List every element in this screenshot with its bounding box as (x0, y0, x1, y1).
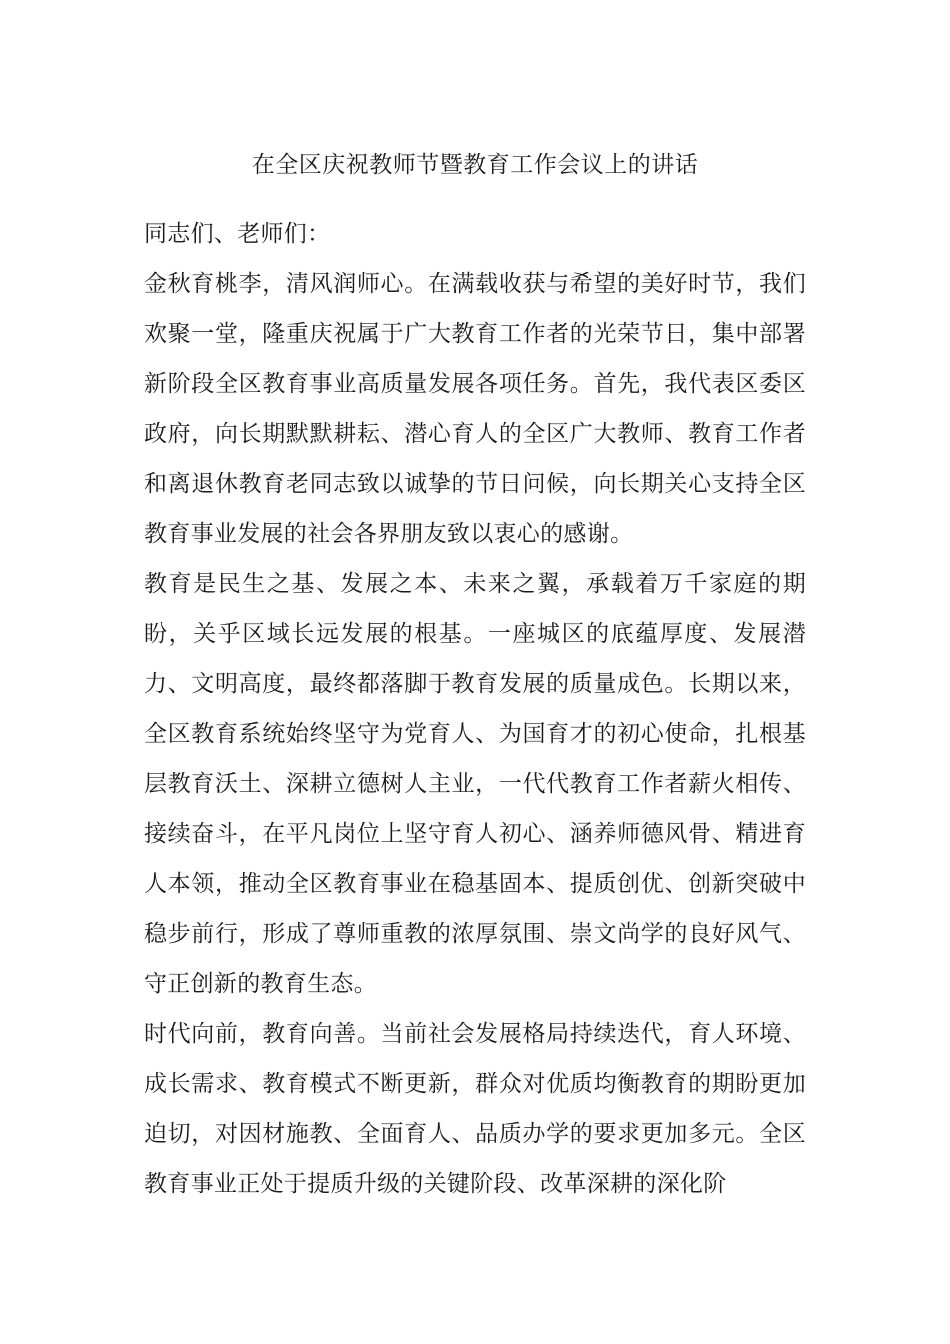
paragraph-1: 金秋育桃李，清风润师心。在满载收获与希望的美好时节，我们欢聚一堂，隆重庆祝属于广大教育工作者的光荣节日，集中部署新阶段全区教育事业高质量发展各项任务。首先，我代表区委区政府，向长期默默耕耘、潜心育人的全区广大教师、教育工作者和离退休教育老同志致以诚挚的节日问候，向长期关心支持全区教育事业发展的社会各界朋友致以衷心的感谢。 (144, 271, 806, 547)
salutation: 同志们、老师们： (144, 221, 331, 247)
document-body (144, 209, 806, 1209)
paragraph-2: 教育是民生之基、发展之本、未来之翼，承载着万千家庭的期盼，关乎区域长远发展的根基。一座城区的底蕴厚度、发展潜力、文明高度，最终都落脚于教育发展的质量成色。长期以来，全区教育系统始终坚守为党育人、为国育才的初心使命，扎根基层教育沃土、深耕立德树人主业，一代代教育工作者薪火相传、接续奋斗，在平凡岗位上坚守育人初心、涵养师德风骨、精进育人本领，推动全区教育事业在稳基固本、提质创优、创新突破中稳步前行，形成了尊师重教的浓厚氛围、崇文尚学的良好风气、守正创新的教育生态。 (144, 571, 806, 997)
paragraph-3: 时代向前，教育向善。当前社会发展格局持续迭代，育人环境、成长需求、教育模式不断更新，群众对优质均衡教育的期盼更加迫切，对因材施教、全面育人、品质办学的要求更加多元。全区教育事业正处于提质升级的关键阶段、改革深耕的深化阶 (144, 1021, 806, 1197)
document-title: 在全区庆祝教师节暨教育工作会议上的讲话 (251, 152, 699, 178)
